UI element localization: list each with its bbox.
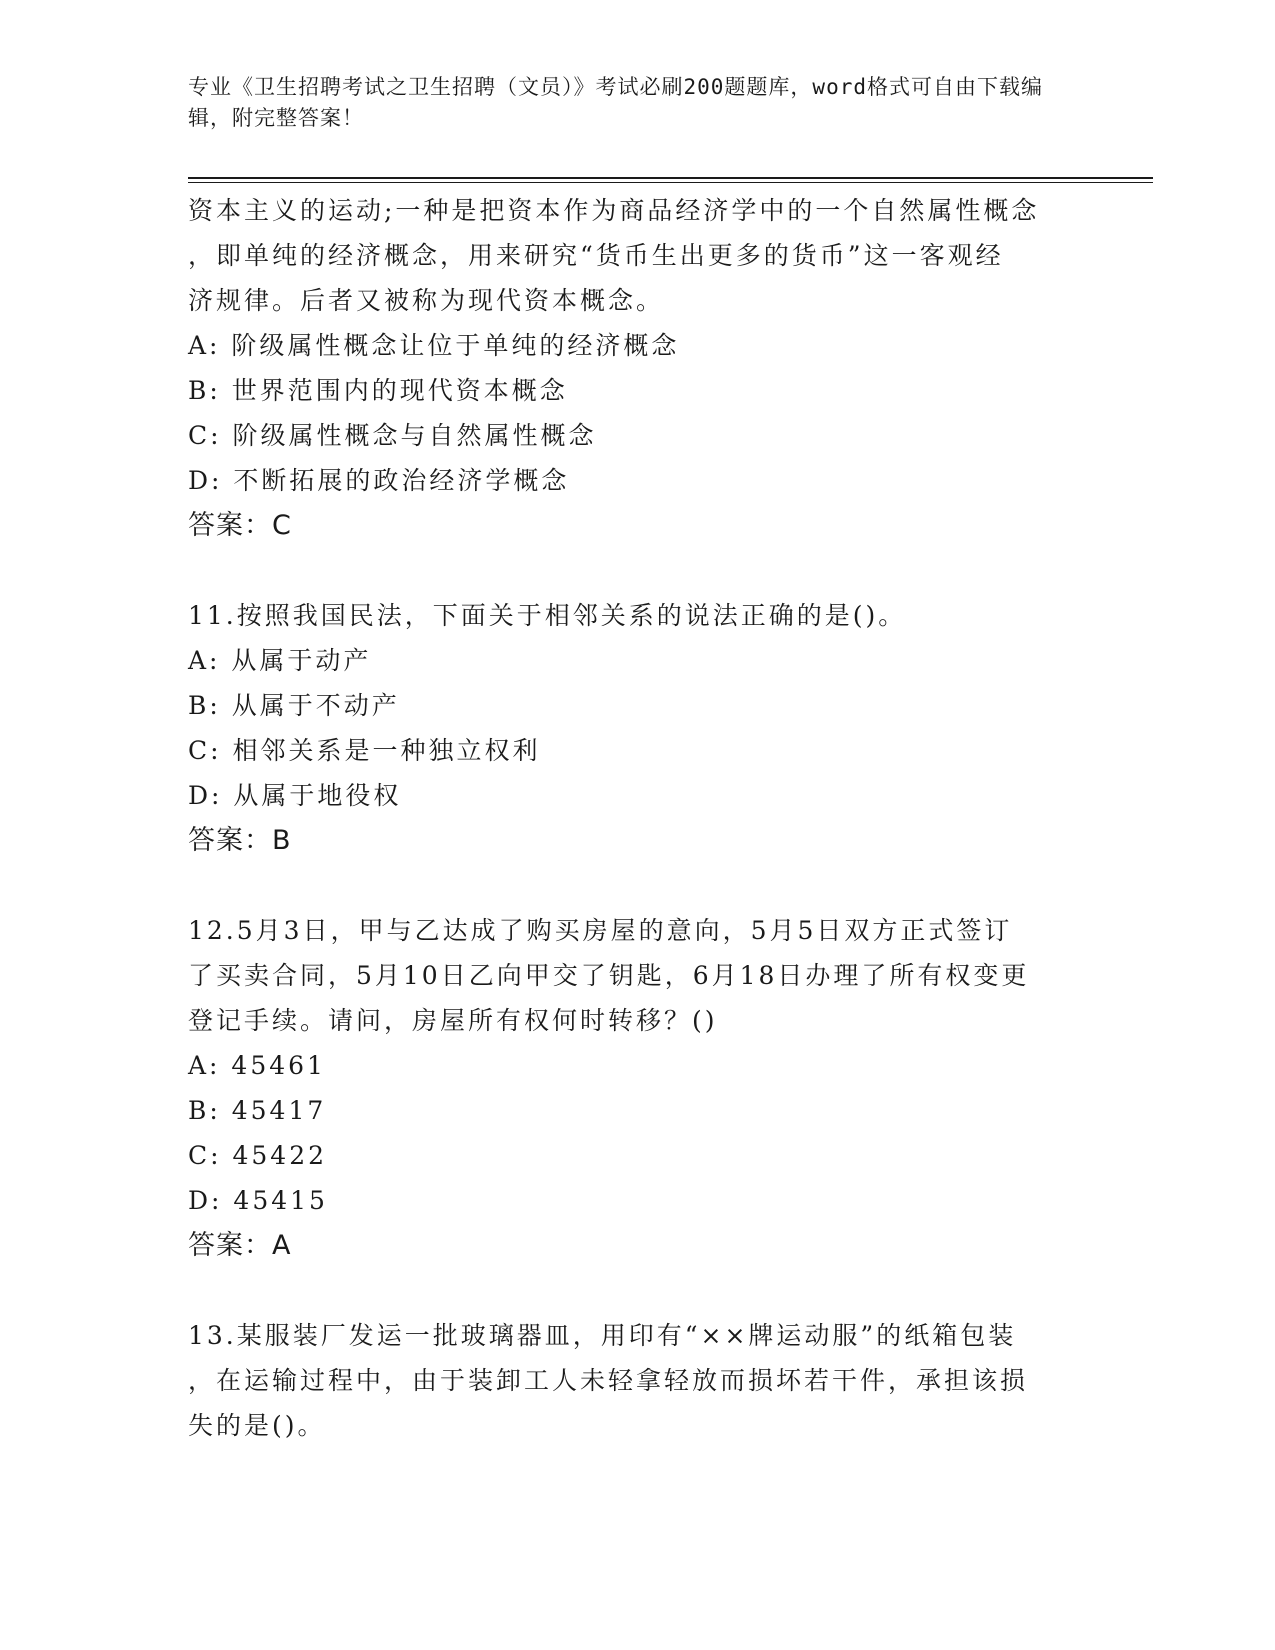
option-d: D: 从属于地役权 — [188, 781, 402, 810]
question-text-line: 了买卖合同，5月10日乙向甲交了钥匙，6月18日办理了所有权变更 — [188, 961, 1030, 990]
option-a: A: 阶级属性概念让位于单纯的经济概念 — [188, 331, 680, 360]
document-header: 专业《卫生招聘考试之卫生招聘（文员）》考试必刷200题题库，word格式可自由下载编辑，附完整答案！ — [188, 75, 1043, 130]
option-d: D: 不断拓展的政治经济学概念 — [188, 466, 570, 495]
question-text-line: 失的是()。 — [188, 1411, 326, 1440]
question-text-line: 12.5月3日，甲与乙达成了购买房屋的意向，5月5日双方正式签订 — [188, 916, 1013, 945]
option-b: B: 从属于不动产 — [188, 691, 400, 720]
option-b: B: 世界范围内的现代资本概念 — [188, 376, 568, 405]
question-text-line: 济规律。后者又被称为现代资本概念。 — [188, 286, 665, 315]
question-text-line: ，在运输过程中，由于装卸工人未轻拿轻放而损坏若干件，承担该损 — [188, 1366, 1029, 1395]
option-c: C: 相邻关系是一种独立权利 — [188, 736, 541, 765]
option-c: C: 阶级属性概念与自然属性概念 — [188, 421, 597, 450]
option-b: B: 45417 — [188, 1096, 327, 1125]
answer-line: 答案：A — [188, 1230, 292, 1261]
question-text-line: ，即单纯的经济概念，用来研究“货币生出更多的货币”这一客观经 — [188, 241, 1004, 270]
answer-line: 答案：C — [188, 510, 292, 541]
question-block-10 — [188, 188, 1088, 548]
answer-line: 答案：B — [188, 825, 292, 856]
option-a: A: 45461 — [188, 1051, 326, 1080]
question-block-12 — [188, 908, 1088, 1268]
option-c: C: 45422 — [188, 1141, 328, 1170]
header-divider-thick — [188, 177, 1153, 179]
question-block-11 — [188, 593, 1088, 863]
header-divider-thin — [188, 182, 1153, 183]
option-d: D: 45415 — [188, 1186, 328, 1215]
option-a: A: 从属于动产 — [188, 646, 372, 675]
question-block-13 — [188, 1313, 1088, 1448]
question-text-line: 登记手续。请问，房屋所有权何时转移？() — [188, 1006, 718, 1035]
question-text-line: 资本主义的运动;一种是把资本作为商品经济学中的一个自然属性概念 — [188, 196, 1040, 225]
document-body — [188, 188, 1088, 1448]
question-text-line: 13.某服装厂发运一批玻璃器皿，用印有“××牌运动服”的纸箱包装 — [188, 1321, 1017, 1350]
question-text-line: 11.按照我国民法，下面关于相邻关系的说法正确的是()。 — [188, 601, 907, 630]
